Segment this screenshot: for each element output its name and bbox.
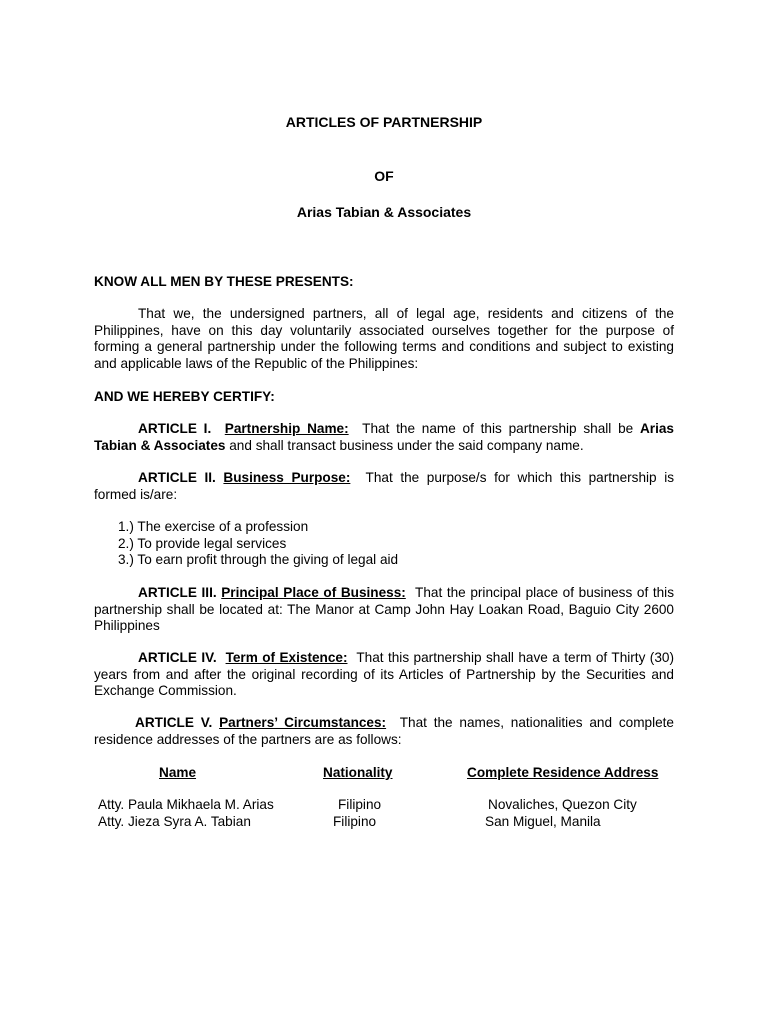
header-address: Complete Residence Address [467, 765, 659, 780]
intro-paragraph [94, 306, 674, 372]
article-2 [94, 470, 674, 503]
article-1-text-before: That the name of this partnership shall be [362, 421, 634, 436]
certify-heading: AND WE HEREBY CERTIFY: [94, 389, 275, 404]
purpose-item-2: 2.) To provide legal services [118, 536, 287, 551]
partner-1-nationality: Filipino [338, 797, 382, 812]
article-1-text-after: and shall transact business under the said company name. [229, 437, 584, 453]
article-1-label: ARTICLE I. [138, 421, 212, 436]
purpose-item-1: 1.) The exercise of a profession [118, 519, 309, 534]
article-3 [94, 585, 674, 635]
article-3-title: Principal Place of Business: [221, 585, 406, 600]
partner-2-nationality: Filipino [333, 814, 377, 829]
article-5 [94, 715, 674, 748]
partner-2-address: San Miguel, Manila [485, 814, 601, 829]
article-3-text: That the principal place of business of this partnership shall be located at: The Manor at Camp John Hay Loakan Road, Baguio City 2600 Philippines [94, 585, 674, 633]
article-3-label: ARTICLE III. [138, 585, 217, 600]
know-all-men-heading: KNOW ALL MEN BY THESE PRESENTS: [94, 274, 354, 289]
article-4-title: Term of Existence: [225, 650, 348, 665]
header-nationality: Nationality [323, 765, 393, 780]
article-1-partnership-name: Arias Tabian & Associates [94, 421, 674, 453]
article-4-text: That this partnership shall have a term of Thirty (30) years from and after the original recording of its Articles of Partnership by the Securities and Exchange Commission. [94, 650, 674, 698]
partner-1-address: Novaliches, Quezon City [488, 797, 637, 812]
article-5-label: ARTICLE V. [135, 715, 213, 730]
article-4-label: ARTICLE IV. [138, 650, 217, 665]
header-name: Name [159, 765, 197, 780]
purpose-item-3: 3.) To earn profit through the giving of legal aid [118, 552, 399, 567]
article-1-title: Partnership Name: [224, 421, 349, 436]
article-5-text: That the names, nationalities and complete residence addresses of the partners are as follows: [94, 715, 674, 747]
article-4 [94, 650, 674, 700]
article-1 [94, 421, 674, 454]
partner-1-name: Atty. Paula Mikhaela M. Arias [98, 797, 274, 812]
article-2-text: That the purpose/s for which this partnership is formed is/are: [94, 470, 675, 502]
partner-2-name: Atty. Jieza Syra A. Tabian [98, 814, 251, 829]
article-2-title: Business Purpose: [223, 470, 351, 485]
document-title: ARTICLES OF PARTNERSHIP [285, 114, 483, 130]
title-of: OF [374, 168, 394, 184]
article-2-label: ARTICLE II. [138, 470, 216, 485]
partnership-name-title: Arias Tabian & Associates [296, 204, 472, 220]
intro-text: That we, the undersigned partners, all of legal age, residents and citizens of the Philippines, have on this day voluntarily associated ourselves together for the purpose of forming a general partnership under the following terms and conditions and subject to existing and applicable laws of the Republic of the Philippines: [94, 306, 674, 371]
article-5-title: Partners’ Circumstances: [219, 715, 387, 730]
